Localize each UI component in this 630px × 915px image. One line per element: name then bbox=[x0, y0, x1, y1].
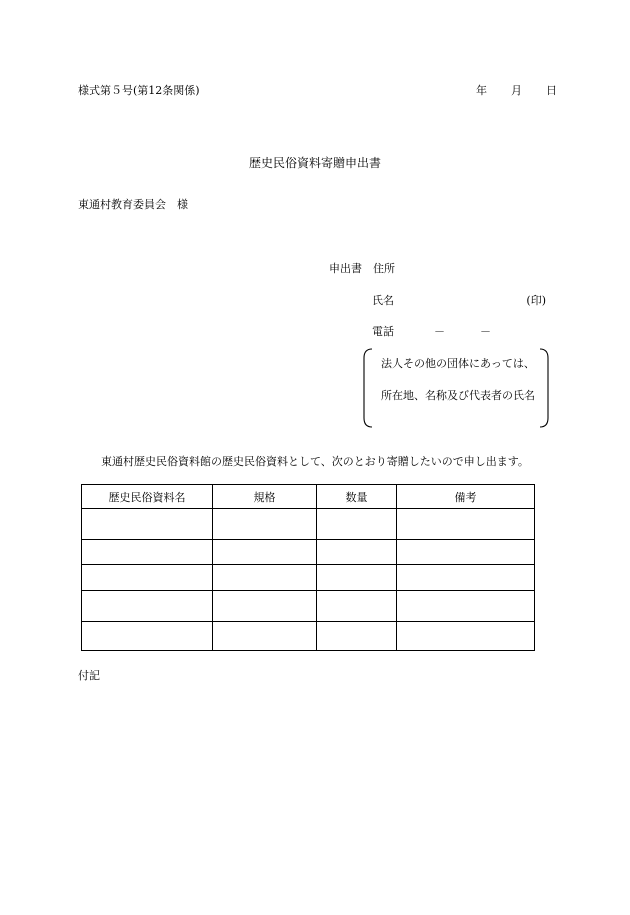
table-cell[interactable] bbox=[397, 622, 535, 651]
table-cell[interactable] bbox=[82, 565, 213, 591]
seal-label: (印) bbox=[526, 294, 546, 307]
header-remarks: 備考 bbox=[397, 485, 535, 509]
table-cell[interactable] bbox=[82, 622, 213, 651]
table-cell[interactable] bbox=[82, 591, 213, 622]
table-cell[interactable] bbox=[397, 565, 535, 591]
donation-statement: 東通村歴史民俗資料館の歴史民俗資料として、次のとおり寄贈したいので申し出ます。 bbox=[101, 455, 529, 468]
table-cell[interactable] bbox=[213, 591, 317, 622]
applicant-name-row bbox=[372, 295, 546, 306]
table-cell[interactable] bbox=[213, 509, 317, 540]
phone-label: 電話 bbox=[372, 325, 394, 338]
table-row bbox=[82, 622, 535, 651]
address-label: 住所 bbox=[373, 262, 395, 275]
document-title: 歴史民俗資料寄贈申出書 bbox=[248, 156, 381, 170]
corporate-note-line1: 法人その他の団体にあっては、 bbox=[381, 357, 535, 370]
table-row bbox=[82, 565, 535, 591]
corporate-note-line2: 所在地、名称及び代表者の氏名 bbox=[381, 389, 535, 402]
table-cell[interactable] bbox=[317, 622, 397, 651]
table-cell[interactable] bbox=[317, 509, 397, 540]
year-label: 年 bbox=[476, 84, 487, 97]
table-cell[interactable] bbox=[213, 622, 317, 651]
name-label: 氏名 bbox=[372, 294, 394, 307]
table-cell[interactable] bbox=[213, 540, 317, 565]
phone-separator: － bbox=[434, 325, 445, 338]
table-row bbox=[82, 591, 535, 622]
table-cell[interactable] bbox=[397, 591, 535, 622]
table-cell[interactable] bbox=[317, 591, 397, 622]
header-specification: 規格 bbox=[213, 485, 317, 509]
donation-table bbox=[81, 484, 535, 651]
table-cell[interactable] bbox=[397, 540, 535, 565]
table-cell[interactable] bbox=[82, 540, 213, 565]
table-header-row bbox=[82, 485, 535, 509]
addressee: 東通村教育委員会 様 bbox=[78, 198, 188, 211]
form-number: 様式第５号(第12条関係) bbox=[78, 84, 200, 97]
month-label: 月 bbox=[511, 84, 522, 97]
applicant-phone-row bbox=[372, 326, 491, 337]
appendix-label: 付記 bbox=[78, 669, 100, 682]
table-row bbox=[82, 509, 535, 540]
day-label: 日 bbox=[546, 84, 557, 97]
phone-separator: － bbox=[480, 325, 491, 338]
table-cell[interactable] bbox=[317, 540, 397, 565]
table-row bbox=[82, 540, 535, 565]
header-material-name: 歴史民俗資料名 bbox=[82, 485, 213, 509]
header-quantity: 数量 bbox=[317, 485, 397, 509]
table-cell[interactable] bbox=[397, 509, 535, 540]
table-cell[interactable] bbox=[317, 565, 397, 591]
applicant-address-row bbox=[329, 263, 395, 274]
applicant-label: 申出書 bbox=[329, 262, 362, 275]
table-cell[interactable] bbox=[82, 509, 213, 540]
date-field bbox=[476, 85, 557, 96]
table-cell[interactable] bbox=[213, 565, 317, 591]
